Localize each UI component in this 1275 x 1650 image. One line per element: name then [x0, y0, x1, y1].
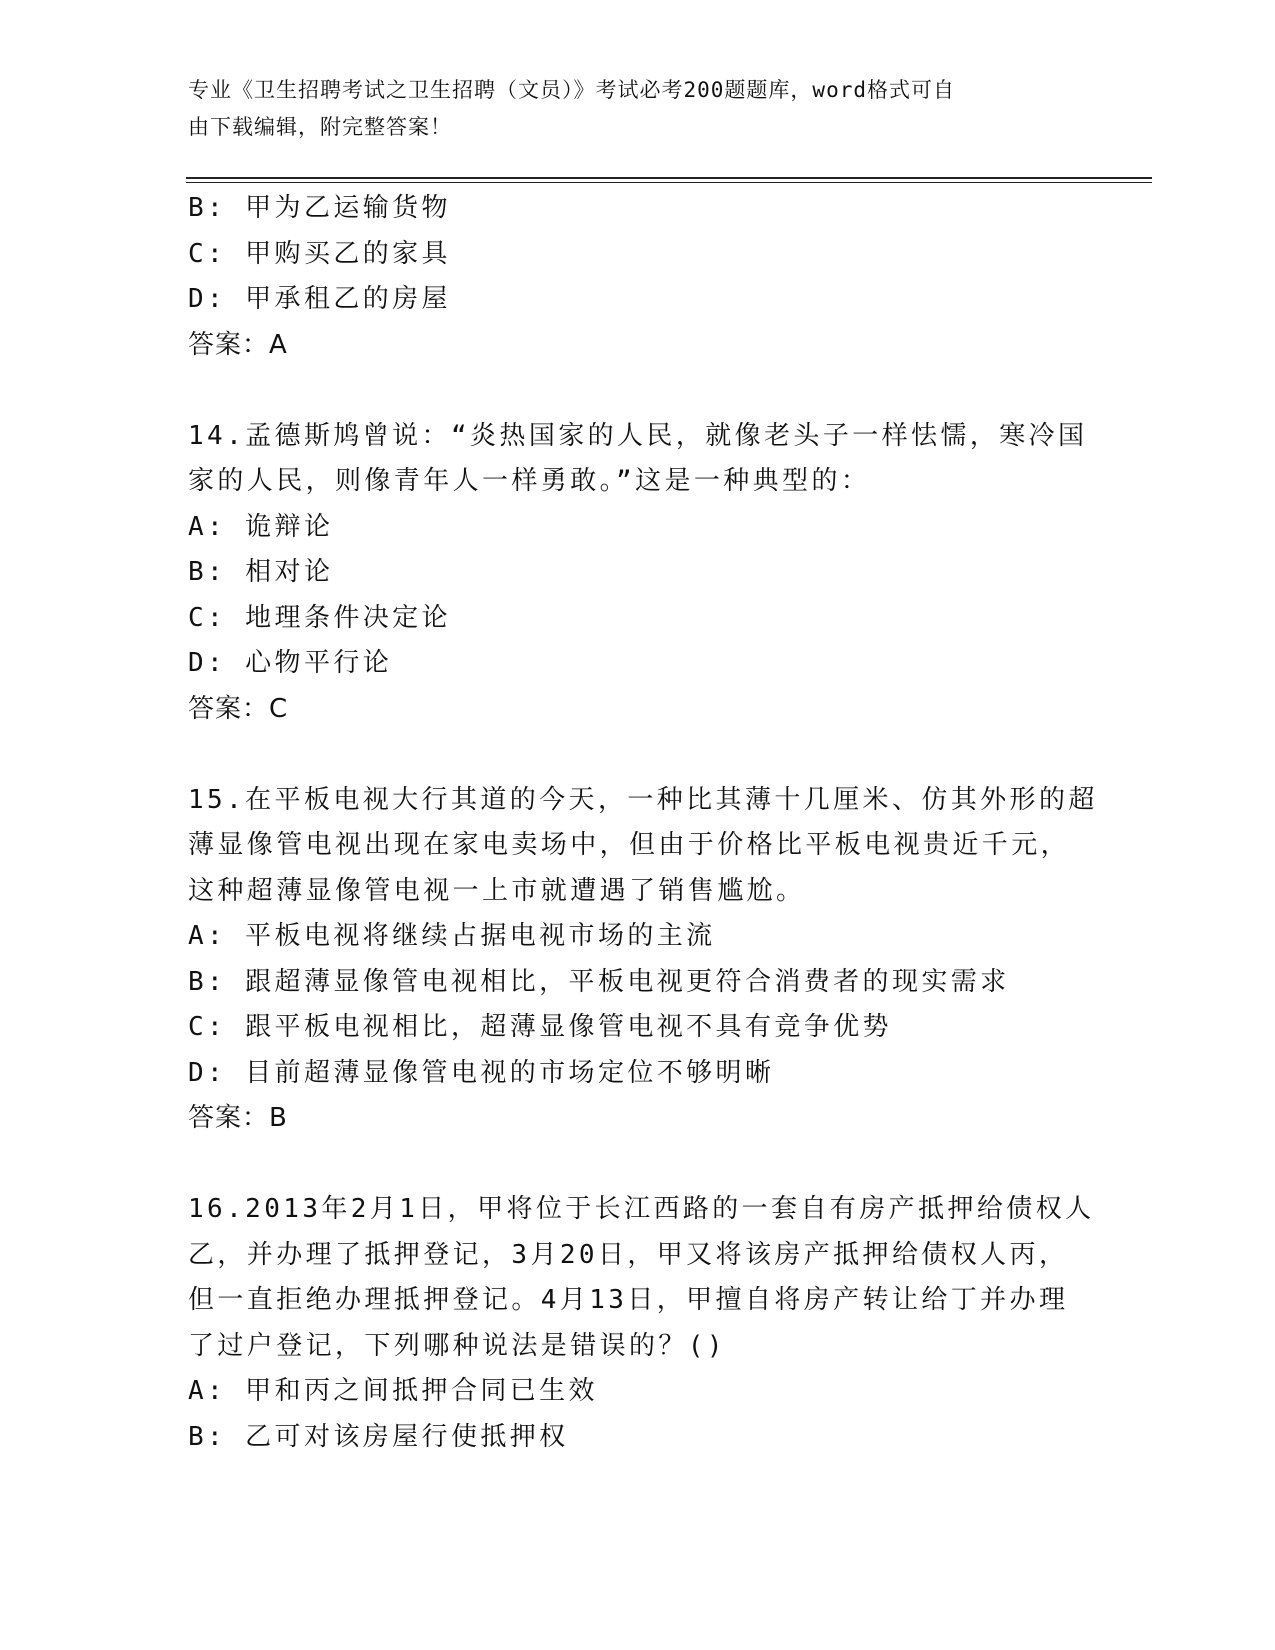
- answer: 答案：B: [188, 1103, 288, 1133]
- header-line-2: 由下载编辑，附完整答案！: [188, 115, 452, 139]
- question-list: [188, 186, 1098, 1460]
- option-c: C: 跟平板电视相比，超薄显像管电视不具有竞争优势: [188, 1012, 892, 1042]
- option-b: B: 乙可对该房屋行使抵押权: [188, 1421, 569, 1452]
- question-stem: 14.孟德斯鸠曾说：“炎热国家的人民，就像老头子一样怯懦，寒冷国: [188, 420, 1088, 451]
- question-14: [188, 414, 1088, 733]
- question-stem: 了过户登记，下列哪种说法是错误的？(): [188, 1330, 726, 1361]
- question-13: [188, 186, 1088, 368]
- spacer: [188, 732, 1088, 778]
- question-15: [188, 778, 1098, 1142]
- option-c: C: 地理条件决定论: [188, 602, 451, 633]
- spacer: [188, 368, 1088, 414]
- header-divider-thick: [186, 177, 1152, 179]
- question-stem: 家的人民，则像青年人一样勇敢。”这是一种典型的：: [188, 466, 871, 496]
- spacer: [188, 1142, 1088, 1188]
- option-d: D: 心物平行论: [188, 648, 393, 678]
- question-16: [188, 1187, 1095, 1460]
- question-stem: 乙，并办理了抵押登记，3月20日，甲又将该房产抵押给债权人丙，: [188, 1239, 1069, 1270]
- option-b: B: 跟超薄显像管电视相比，平板电视更符合消费者的现实需求: [188, 966, 1010, 997]
- option-c: C: 甲购买乙的家具: [188, 238, 451, 269]
- header-divider-thin: [186, 182, 1152, 183]
- question-stem: 15.在平板电视大行其道的今天，一种比其薄十几厘米、仿其外形的超: [188, 784, 1098, 815]
- question-stem: 16.2013年2月1日，甲将位于长江西路的一套自有房产抵押给债权人: [188, 1194, 1095, 1224]
- option-b: B: 甲为乙运输货物: [188, 193, 451, 223]
- document-header: [188, 72, 1068, 146]
- question-stem: 但一直拒绝办理抵押登记。4月13日，甲擅自将房产转让给丁并办理: [188, 1285, 1069, 1315]
- option-d: D: 甲承租乙的房屋: [188, 284, 451, 314]
- answer: 答案：C: [188, 693, 289, 724]
- option-a: A: 诡辩论: [188, 511, 334, 542]
- question-stem: 薄显像管电视出现在家电卖场中，但由于价格比平板电视贵近千元，: [188, 830, 1071, 860]
- question-stem: 这种超薄显像管电视一上市就遭遇了销售尴尬。: [188, 875, 806, 906]
- option-b: B: 相对论: [188, 557, 334, 587]
- header-line-1: 专业《卫生招聘考试之卫生招聘（文员）》考试必考200题题库，word格式可自: [188, 78, 955, 102]
- option-a: A: 甲和丙之间抵押合同已生效: [188, 1376, 598, 1406]
- option-d: D: 目前超薄显像管电视的市场定位不够明晰: [188, 1057, 775, 1088]
- option-a: A: 平板电视将继续占据电视市场的主流: [188, 921, 716, 951]
- answer: 答案：A: [188, 329, 288, 360]
